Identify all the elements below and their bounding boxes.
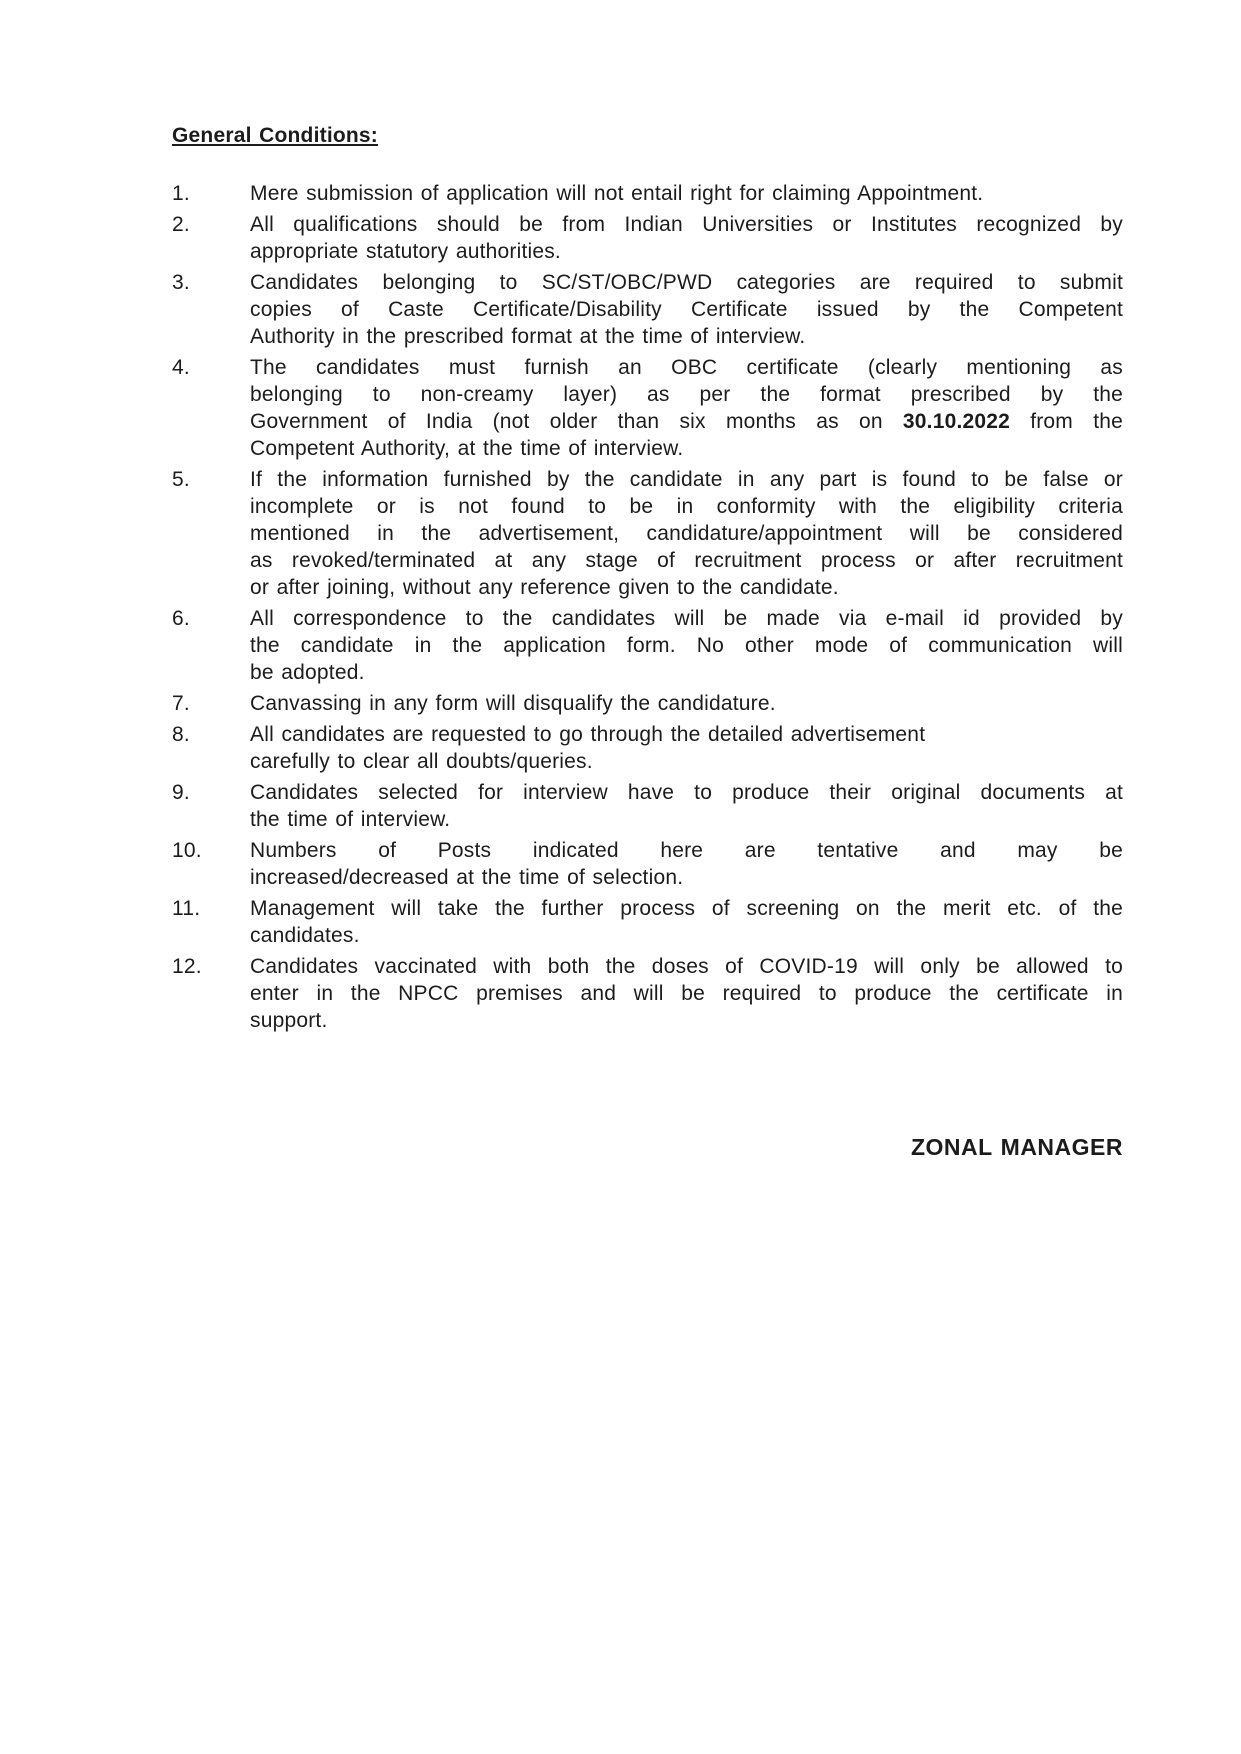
- conditions-list: [172, 180, 1123, 1034]
- list-item-text: [250, 779, 1123, 833]
- list-item-text: [250, 721, 1123, 775]
- list-item-text: [250, 895, 1123, 949]
- list-item-number: 10.: [172, 839, 202, 862]
- text-line: support.: [250, 1009, 328, 1032]
- text-line: be adopted.: [250, 661, 365, 684]
- list-item-number: 6.: [172, 607, 190, 630]
- text-line: as revoked/terminated at any stage of recruitment process or after recruitment: [250, 549, 1123, 572]
- text-line: candidates.: [250, 924, 360, 947]
- list-item-number: 3.: [172, 271, 190, 294]
- list-item-number: 12.: [172, 955, 202, 978]
- list-item-text: [250, 690, 1123, 717]
- list-item-number: 2.: [172, 213, 190, 236]
- document-content: [172, 122, 1123, 1038]
- list-item: [172, 605, 1123, 686]
- list-item-number: 1.: [172, 182, 190, 205]
- text-line: All qualifications should be from Indian Universities or Institutes recognized by: [250, 213, 1123, 236]
- text-line: The candidates must furnish an OBC certificate (clearly mentioning as: [250, 356, 1123, 379]
- text-line: Mere submission of application will not entail right for claiming Appointment.: [250, 182, 984, 205]
- text-line: Management will take the further process of screening on the merit etc. of the: [250, 897, 1123, 920]
- list-item-text: [250, 211, 1123, 265]
- list-item-text: [250, 605, 1123, 686]
- text-line: Candidates vaccinated with both the doses of COVID-19 will only be allowed to: [250, 955, 1123, 978]
- list-item-text: [250, 953, 1123, 1034]
- list-item: [172, 211, 1123, 265]
- list-item-text: [250, 354, 1123, 462]
- list-item-number: 8.: [172, 723, 190, 746]
- list-item: [172, 466, 1123, 601]
- list-item-number: 9.: [172, 781, 190, 804]
- text-line: mentioned in the advertisement, candidature/appointment will be considered: [250, 522, 1123, 545]
- text-line: enter in the NPCC premises and will be required to produce the certificate in: [250, 982, 1123, 1005]
- list-item: [172, 269, 1123, 350]
- text-line: Authority in the prescribed format at the time of interview.: [250, 325, 806, 348]
- list-item: [172, 837, 1123, 891]
- text-line: Canvassing in any form will disqualify the candidature.: [250, 692, 776, 715]
- list-item: [172, 953, 1123, 1034]
- list-item-number: 11.: [172, 897, 201, 920]
- text-line: All candidates are requested to go through the detailed advertisement: [250, 723, 926, 746]
- list-item: [172, 779, 1123, 833]
- list-item-text: [250, 180, 1123, 207]
- text-line: All correspondence to the candidates will be made via e-mail id provided by: [250, 607, 1123, 630]
- text-line: the candidate in the application form. No other mode of communication will: [250, 634, 1123, 657]
- list-item: [172, 721, 1123, 775]
- list-item-text: [250, 269, 1123, 350]
- list-item-number: 4.: [172, 356, 190, 379]
- text-line: incomplete or is not found to be in conformity with the eligibility criteria: [250, 495, 1123, 518]
- text-line: Government of India (not older than six months as on 30.10.2022 from the: [250, 410, 1123, 433]
- text-line: increased/decreased at the time of selection.: [250, 866, 684, 889]
- text-line: belonging to non-creamy layer) as per the format prescribed by the: [250, 383, 1123, 406]
- list-item-number: 7.: [172, 692, 190, 715]
- list-item: [172, 180, 1123, 207]
- list-item-number: 5.: [172, 468, 190, 491]
- signature: ZONAL MANAGER: [910, 1134, 1123, 1160]
- text-line: Numbers of Posts indicated here are tentative and may be: [250, 839, 1123, 862]
- text-line: copies of Caste Certificate/Disability Certificate issued by the Competent: [250, 298, 1123, 321]
- text-line: appropriate statutory authorities.: [250, 240, 561, 263]
- text-line: or after joining, without any reference given to the candidate.: [250, 576, 839, 599]
- text-line: If the information furnished by the candidate in any part is found to be false or: [250, 468, 1123, 491]
- bold-date: 30.10.2022: [902, 410, 1011, 433]
- text-line: carefully to clear all doubts/queries.: [250, 750, 593, 773]
- list-item-text: [250, 466, 1123, 601]
- text-line: Candidates belonging to SC/ST/OBC/PWD categories are required to submit: [250, 271, 1123, 294]
- text-line: the time of interview.: [250, 808, 451, 831]
- list-item: [172, 895, 1123, 949]
- list-item: [172, 354, 1123, 462]
- page-title: General Conditions:: [172, 124, 378, 147]
- list-item: [172, 690, 1123, 717]
- text-line: Candidates selected for interview have to produce their original documents at: [250, 781, 1123, 804]
- list-item-text: [250, 837, 1123, 891]
- text-line: Competent Authority, at the time of interview.: [250, 437, 684, 460]
